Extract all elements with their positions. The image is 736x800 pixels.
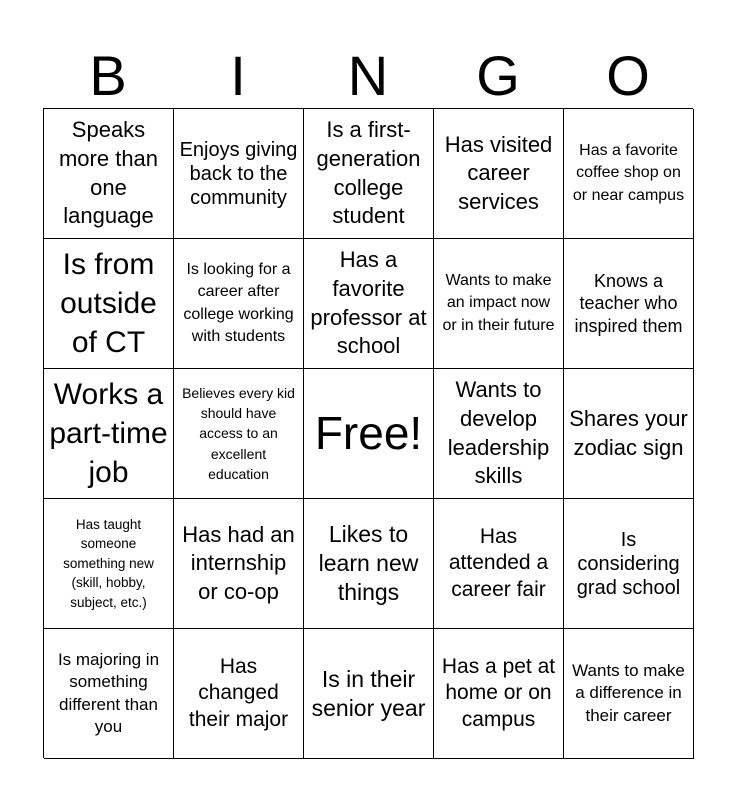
bingo-cell-r1c2[interactable]: Enjoys giving back to the community bbox=[174, 109, 304, 239]
bingo-cell-r2c5[interactable]: Knows a teacher who inspired them bbox=[564, 239, 694, 369]
bingo-free-space[interactable]: Free! bbox=[304, 369, 434, 499]
bingo-cell-r2c2[interactable]: Is looking for a career after college working with students bbox=[174, 239, 304, 369]
header-letter-g: G bbox=[476, 44, 520, 107]
bingo-cell-r3c2[interactable]: Believes every kid should have access to an excellent education bbox=[174, 369, 304, 499]
bingo-cell-r5c5[interactable]: Wants to make a difference in their career bbox=[564, 629, 694, 759]
bingo-cell-r3c1[interactable]: Works a part-time job bbox=[44, 369, 174, 499]
bingo-cell-r3c5[interactable]: Shares your zodiac sign bbox=[564, 369, 694, 499]
header-letter-n: N bbox=[347, 44, 389, 107]
header-letter-o: O bbox=[606, 44, 650, 107]
bingo-cell-r2c4[interactable]: Wants to make an impact now or in their future bbox=[434, 239, 564, 369]
bingo-cell-r2c1[interactable]: Is from outside of CT bbox=[44, 239, 174, 369]
bingo-header bbox=[43, 44, 693, 108]
bingo-cell-r3c4[interactable]: Wants to develop leadership skills bbox=[434, 369, 564, 499]
bingo-cell-r4c3[interactable]: Likes to learn new things bbox=[304, 499, 434, 629]
bingo-cell-r4c1[interactable]: Has taught someone something new (skill, hobby, subject, etc.) bbox=[44, 499, 174, 629]
bingo-cell-r4c5[interactable]: Is considering grad school bbox=[564, 499, 694, 629]
bingo-cell-r1c4[interactable]: Has visited career services bbox=[434, 109, 564, 239]
header-letter-i: I bbox=[230, 44, 246, 107]
bingo-cell-r4c2[interactable]: Has had an internship or co-op bbox=[174, 499, 304, 629]
bingo-cell-r1c1[interactable]: Speaks more than one language bbox=[44, 109, 174, 239]
bingo-cell-r2c3[interactable]: Has a favorite professor at school bbox=[304, 239, 434, 369]
bingo-grid bbox=[43, 108, 693, 758]
bingo-cell-r1c3[interactable]: Is a first-generation college student bbox=[304, 109, 434, 239]
bingo-cell-r5c1[interactable]: Is majoring in something different than you bbox=[44, 629, 174, 759]
bingo-cell-r5c3[interactable]: Is in their senior year bbox=[304, 629, 434, 759]
header-letter-b: B bbox=[89, 44, 127, 107]
bingo-cell-r4c4[interactable]: Has attended a career fair bbox=[434, 499, 564, 629]
bingo-cell-r5c4[interactable]: Has a pet at home or on campus bbox=[434, 629, 564, 759]
bingo-cell-r5c2[interactable]: Has changed their major bbox=[174, 629, 304, 759]
bingo-cell-r1c5[interactable]: Has a favorite coffee shop on or near campus bbox=[564, 109, 694, 239]
